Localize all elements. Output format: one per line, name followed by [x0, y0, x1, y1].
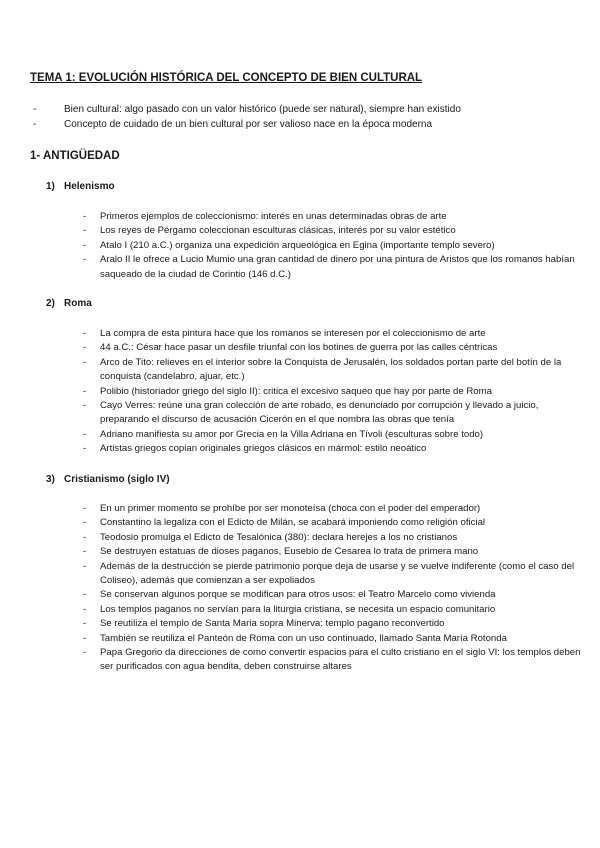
list-item: - Teodosio promulga el Edicto de Tesalónica (380): declara herejes a los no cristianos [82, 531, 582, 545]
cristianismo-list [82, 502, 582, 675]
list-item: - Constantino la legaliza con el Edicto de Milán, se acabará imponiendo como religión oficial [82, 516, 582, 530]
subsection-number: 3) [46, 474, 55, 485]
list-item: - Los templos paganos no servían para la liturgia cristiana, se necesita un espacio comunitario [82, 603, 582, 617]
subsection-label: Cristianismo (siglo IV) [64, 474, 170, 485]
intro-list [30, 102, 580, 132]
roma-list [82, 327, 582, 457]
list-item: - Polibio (historiador griego del siglo II): critica el excesivo saqueo que hay por parte de Roma [82, 385, 582, 399]
list-item: - Primeros ejemplos de coleccionismo: interés en unas determinadas obras de arte [82, 210, 582, 224]
list-item: - La compra de esta pintura hace que los romanos se interesen por el coleccionismo de arte [82, 327, 582, 341]
subsection-label: Roma [64, 298, 92, 309]
list-item: - Se reutiliza el templo de Santa Maria sopra Minerva: templo pagano reconvertido [82, 617, 582, 631]
list-item: - Papa Gregorio da direcciones de como convertir espacios para el culto cristiano en el siglo VI: los templos deben ser purificados con agua bendita, deben construirse altares [82, 646, 582, 675]
list-item: - 44 a.C.: César hace pasar un desfile triunfal con los botines de guerra por las calles céntricas [82, 341, 582, 355]
list-item: - También se reutiliza el Panteón de Roma con un uso continuado, llamado Santa María Rotonda [82, 632, 582, 646]
intro-item: - Bien cultural: algo pasado con un valor histórico (puede ser natural), siempre han existido [30, 102, 580, 117]
subsection-number: 2) [46, 298, 55, 309]
section-title: 1- ANTIGÜEDAD [30, 150, 120, 162]
subsection-title-cristianismo [46, 474, 170, 485]
list-item: - Además de la destrucción se pierde patrimonio porque deja de usarse y se vuelve indiferente (como el caso del Coliseo), además que comienzan a ser expoliados [82, 560, 582, 589]
list-item: - Cayo Verres: reúne una gran colección de arte robado, es denunciado por corrupción y llevado a juicio, preparando el discurso de acusación Cicerón en el que nombra las obras que tenía [82, 399, 582, 428]
helenismo-list [82, 210, 582, 282]
list-item: - Arco de Tito: relieves en el interior sobre la Conquista de Jerusalén, los soldados portan parte del botín de la conquista (candelabro, ajuar, etc.) [82, 356, 582, 385]
subsection-title-helenismo [46, 181, 115, 192]
list-item: - Artistas griegos copian originales griegos clásicos en mármol: estilo neoático [82, 442, 582, 456]
list-item: - Aralo II le ofrece a Lucio Mumio una gran cantidad de dinero por una pintura de Aristos que los romanos habían saqueado de la ciudad de Corintio (146 d.C.) [82, 253, 582, 282]
list-item: - En un primer momento se prohíbe por ser monoteísa (choca con el poder del emperador) [82, 502, 582, 516]
list-item: - Se conservan algunos porque se modifican para otros usos: el Teatro Marcelo como vivienda [82, 588, 582, 602]
subsection-title-roma [46, 298, 92, 309]
intro-item: - Concepto de cuidado de un bien cultural por ser valioso nace en la época moderna [30, 117, 580, 132]
list-item: - Adriano manifiesta su amor por Grecia en la Villa Adriana en Tívoli (esculturas sobre todo) [82, 428, 582, 442]
list-item: - Los reyes de Pérgamo coleccionan esculturas clásicas, interés por su valor estético [82, 224, 582, 238]
subsection-number: 1) [46, 181, 55, 192]
document-title: TEMA 1: EVOLUCIÓN HISTÓRICA DEL CONCEPTO DE BIEN CULTURAL [30, 72, 423, 84]
list-item: - Se destruyen estatuas de dioses paganos, Eusebio de Cesarea lo trata de primera mano [82, 545, 582, 559]
subsection-label: Helenismo [64, 181, 115, 192]
list-item: - Atalo I (210 a.C.) organiza una expedición arqueológica en Egina (importante templo severo) [82, 239, 582, 253]
